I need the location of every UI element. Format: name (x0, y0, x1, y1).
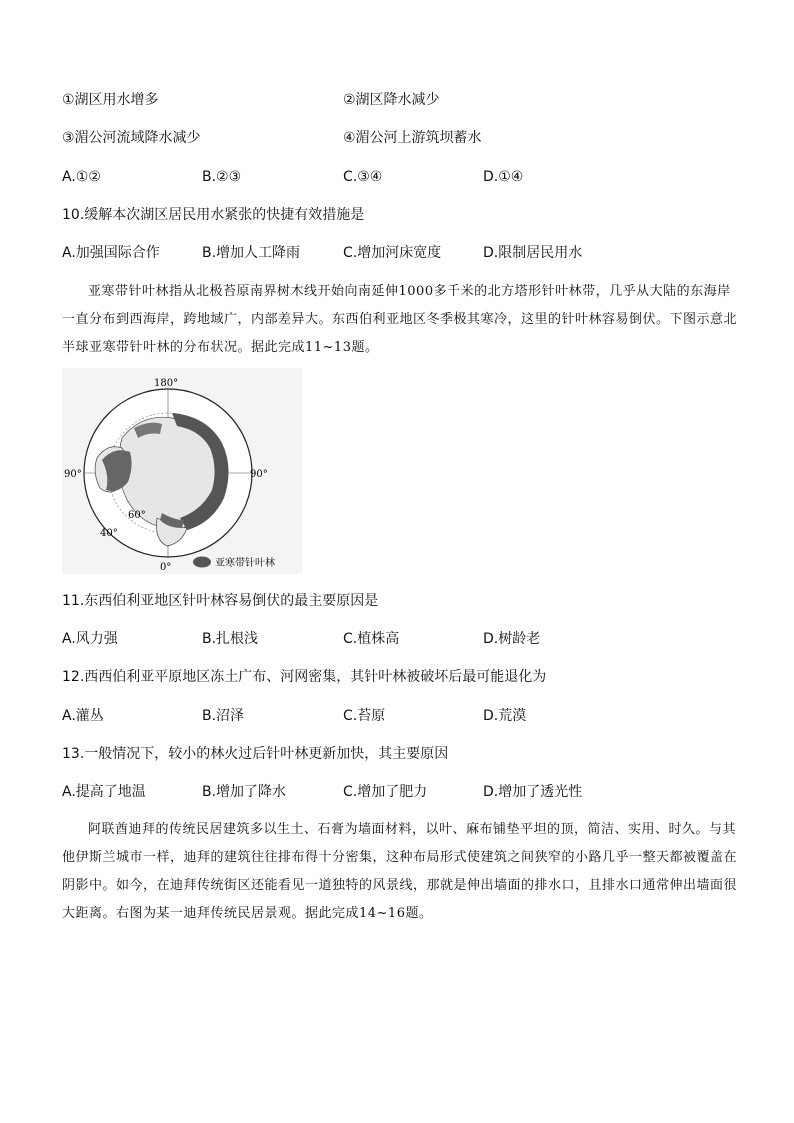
q9-statement-3: ③湄公河流域降水减少 (62, 130, 201, 146)
boreal-forest-map (62, 368, 302, 574)
q10-question: 10.缓解本次湖区居民用水紧张的快捷有效措施是 (62, 207, 365, 223)
q9-option-a[interactable]: A.①② (62, 169, 101, 185)
legend-swatch (193, 557, 211, 568)
q11-option-a[interactable]: A.风力强 (62, 631, 118, 647)
q12-option-c[interactable]: C.苔原 (343, 708, 386, 724)
q9-statement-2: ②湖区降水减少 (343, 92, 440, 108)
q13-option-d[interactable]: D.增加了透光性 (483, 784, 583, 800)
polar-map-svg (62, 368, 302, 574)
q10-option-c[interactable]: C.增加河床宽度 (343, 245, 442, 261)
q11-option-b[interactable]: B.扎根浅 (202, 631, 259, 647)
q12-option-b[interactable]: B.沼泽 (202, 708, 245, 724)
q9-option-b[interactable]: B.②③ (202, 169, 242, 185)
q11-option-d[interactable]: D.树龄老 (483, 631, 541, 647)
legend-label: 亚寒带针叶林 (215, 558, 275, 569)
q13-option-a[interactable]: A.提高了地温 (62, 784, 146, 800)
q13-option-c[interactable]: C.增加了肥力 (343, 784, 428, 800)
q12-question: 12.西西伯利亚平原地区冻土广布、河网密集，其针叶林被破坏后最可能退化为 (62, 669, 547, 685)
q11-question: 11.东西伯利亚地区针叶林容易倒伏的最主要原因是 (62, 593, 379, 609)
q12-option-a[interactable]: A.灌丛 (62, 708, 104, 724)
q10-option-d[interactable]: D.限制居民用水 (483, 245, 583, 261)
label-40: 40° (100, 528, 118, 539)
q9-option-c[interactable]: C.③④ (343, 169, 383, 185)
label-60: 60° (128, 510, 146, 521)
q11-option-c[interactable]: C.植株高 (343, 631, 400, 647)
q9-statement-4: ④湄公河上游筑坝蓄水 (343, 130, 482, 146)
q12-option-d[interactable]: D.荒漠 (483, 708, 527, 724)
label-90-east: 90° (250, 469, 268, 480)
label-90-west: 90° (64, 469, 82, 480)
q13-question: 13.一般情况下，较小的林火过后针叶林更新加快，其主要原因 (62, 746, 449, 762)
passage-conifer: 亚寒带针叶林指从北极苔原南界树木线开始向南延伸1000多千米的北方塔形针叶林带，几乎从大陆的东海岸一直分布到西海岸，跨地域广，内部差异大。东西伯利亚地区冬季极其寒冷，这里的针叶林容易倒伏。下图示意北半球亚寒带针叶林的分布状况。据此完成11~13题。 (62, 284, 738, 355)
q13-option-b[interactable]: B.增加了降水 (202, 784, 287, 800)
q9-option-d[interactable]: D.①④ (483, 169, 524, 185)
label-0: 0° (160, 562, 172, 573)
passage-dubai: 阿联酋迪拜的传统民居建筑多以生土、石膏为墙面材料，以叶、麻布铺垫平坦的顶，简洁、实用、时久。与其他伊斯兰城市一样，迪拜的建筑往往排布得十分密集，这种布局形式使建筑之间狭窄的小路几乎一整天都被覆盖在阴影中。如今，在迪拜传统街区还能看见一道独特的风景线，那就是伸出墙面的排水口，且排水口通常伸出墙面很大距离。右图为某一迪拜传统民居景观。据此完成14~16题。 (62, 822, 738, 921)
q10-option-a[interactable]: A.加强国际合作 (62, 245, 160, 261)
q10-option-b[interactable]: B.增加人工降雨 (202, 245, 301, 261)
q9-statement-1: ①湖区用水增多 (62, 92, 159, 108)
label-180: 180° (154, 378, 179, 389)
